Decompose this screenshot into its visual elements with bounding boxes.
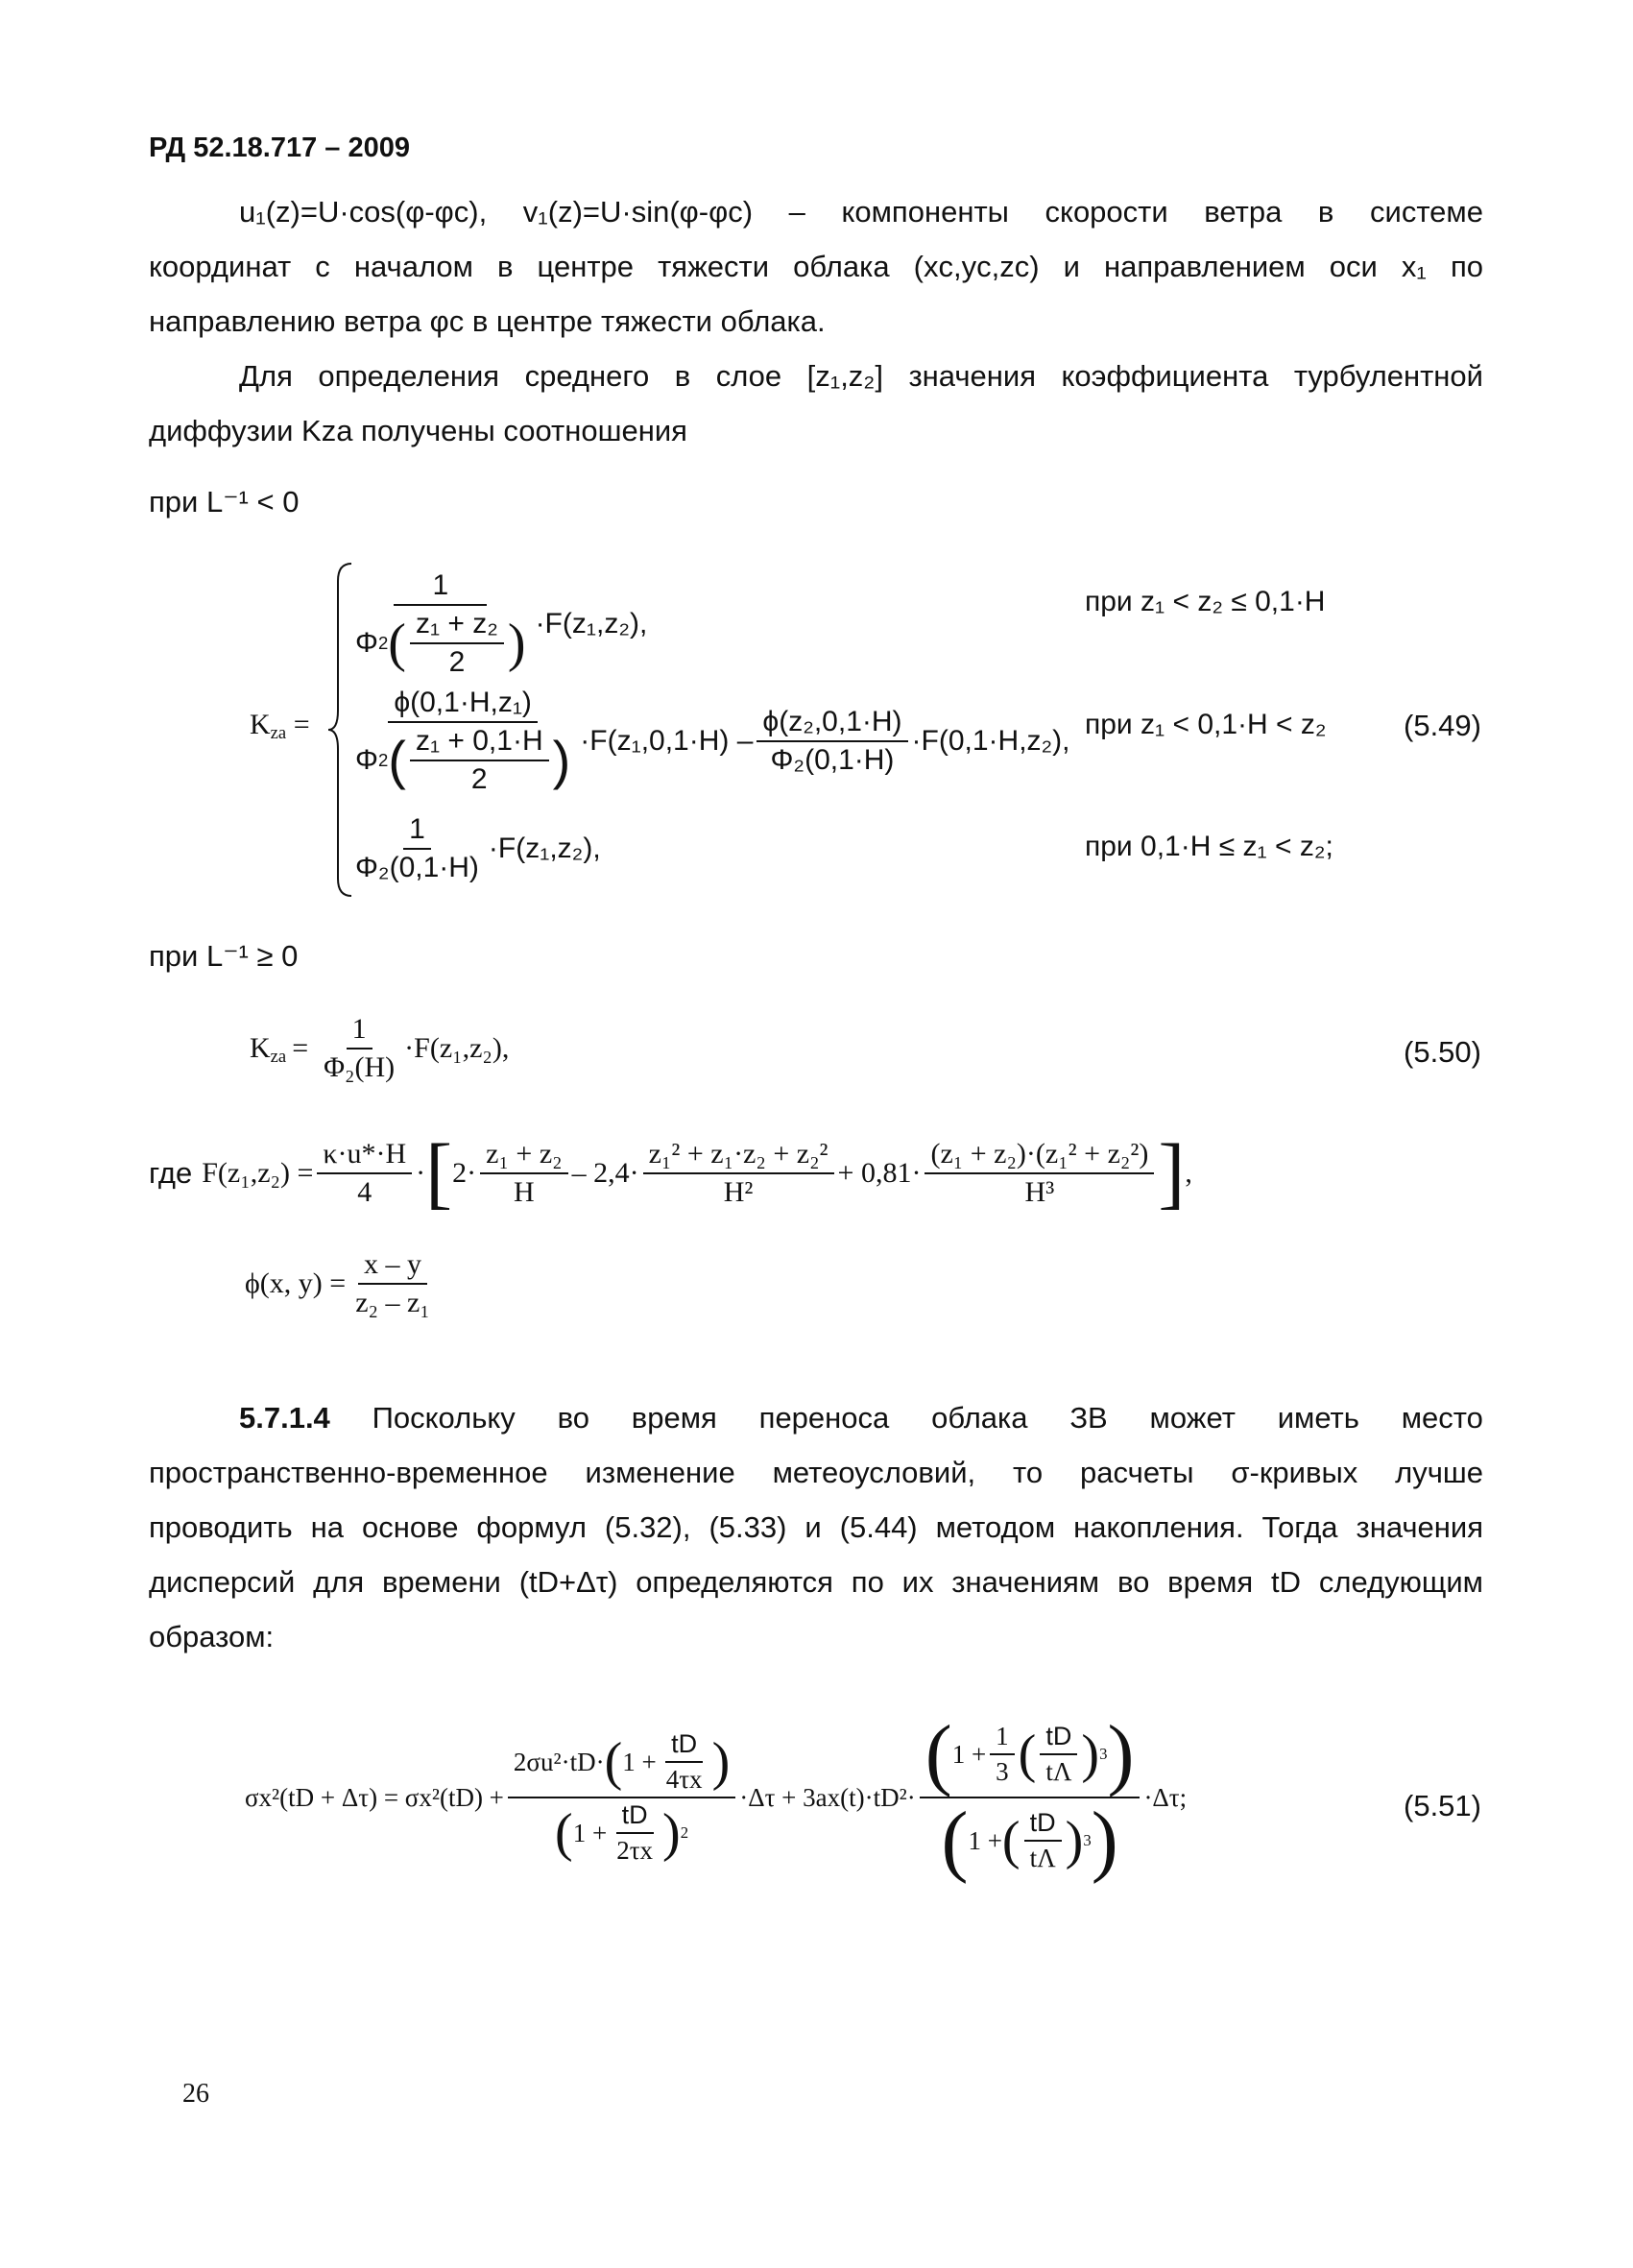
text-line: диффузии Kza получены соотношения <box>149 414 687 447</box>
text-word: системе <box>1370 195 1483 229</box>
kza-symbol: K <box>250 709 271 740</box>
case-1-condition: при z₁ < z₂ ≤ 0,1·H <box>1085 586 1326 617</box>
case-2-condition: при z₁ < 0,1·H < z₂ <box>1085 709 1327 740</box>
paragraph-5-7-1-4: 5.7.1.4 Поскольку во время переноса облака ЗВ может иметь место пространственно-временное изменение метеоусловий, то расчеты σ-кривых лучше проводить на основе формул (5.32), (5.33) и (5.44) методом накопления. Тогда значения дисперсий для времени (tD+Δτ) определяются по их значениям во время tD следующим образом: <box>149 1390 1483 1664</box>
text-line: направлению ветра φc в центре тяжести облака. <box>149 304 826 338</box>
document-code: РД 52.18.717 – 2009 <box>149 133 411 163</box>
equation-number: (5.51) <box>1404 1789 1481 1822</box>
case-3-condition: при 0,1·H ≤ z₁ < z₂; <box>1085 831 1333 862</box>
text-word: ветра <box>1204 195 1283 229</box>
equation-5-50: K $_{za}$ = $\frac{1}{\text{Φ₂(H)}}$ ·F(z₁,z₂), <box>250 1013 510 1083</box>
condition-label: при L⁻¹ ≥ 0 <box>149 939 299 973</box>
text-word: в <box>1317 195 1334 229</box>
equation-number: (5.50) <box>1404 1035 1481 1069</box>
page-number: 26 <box>182 2079 209 2109</box>
text-word: скорости <box>1045 195 1168 229</box>
f-definition: где F(z₁,z₂) = $\frac{\kappa\cdot u*\cdot H}{4}$ · [ 2· $\frac{\text{z₁ + z₂}}{H}$ – 2,4· $\frac{\text{z₁² + z₁·z₂ + z₂²}}{\text{H²}}$ + 0,81· $\frac{\text{(z₁ + z₂)·(z₁² + z₂²)}}{\text{H³}}$ ] , <box>149 1128 1192 1218</box>
where-label: где <box>149 1156 193 1190</box>
text-line: u₁(z)=U·cos(φ-φc), v₁(z)=U·sin(φ-φc) – компоненты <box>239 195 1009 229</box>
fraction-numerator: 1 <box>394 569 487 606</box>
case-3: $\frac{1}{\text{Φ₂(0,1·H)}}$ ·F(z₁,z₂), <box>355 813 601 883</box>
phi-symbol: Φ <box>355 627 378 659</box>
kza-subscript: za <box>270 723 287 743</box>
section-number: 5.7.1.4 <box>239 1401 330 1435</box>
text-line: дисперсий для времени (tD+Δτ) определяются по их значениям во время tD следующим <box>149 1565 1483 1599</box>
equation-5-51: σx²(tD + Δτ) = σx²(tD) + 2σu²·tD· ( 1 + $\frac{tD}{4\tau x}$ ) ( 1 + $\frac{tD}{2\tau x}$ ) 2 ·Δτ + 3ax(t)·tD²· ( 1 + $\frac{1}{3}$ ( $\frac{tD}{t\Lambda}$ ) 3 ) ( 1 + ( $\frac{tD}{t\Lambda}$ ) 3 ) ·Δτ; <box>245 1709 1188 1885</box>
text-line: пространственно-временное изменение метеоусловий, то расчеты σ-кривых лучше <box>149 1456 1483 1489</box>
equation-number: (5.49) <box>1404 709 1481 742</box>
case-tail: ·F(z₁,z₂), <box>535 608 648 639</box>
text-line: проводить на основе формул (5.32), (5.33) и (5.44) методом накопления. Тогда значения <box>149 1510 1483 1544</box>
case-2: ϕ(0,1·H,z₁) Φ 2 ( $\frac{\text{z₁ + 0,1·H}}{2}$ ) ·F(z₁,0,1·H) – $\frac{\text{ϕ(z₂,0,1·H)}}{\text{Φ₂(0,1·H)}}$ ·F(0,1·H,z₂), <box>355 687 1070 795</box>
paragraph-wind-components <box>149 184 1483 349</box>
equation-5-49: K $_{za}$ = 1 Φ 2 ( $\frac{\text{z₁ + z₂}}{2}$ ) ·F(z₁,z₂), при z₁ < z₂ ≤ 0,1·H ϕ(0,1·H,z₁) Φ 2 ( $\frac{\text{z₁ + 0,1·H}}{2}$ ) ·F(z₁,0,1·H) – $\frac{\text{ϕ(z₂,0,1·H)}}{\text{Φ₂(0,1·H)}}$ ·F(0,1·H,z₂), при z₁ < 0,1·H < z₂ $\frac{1}{\text{Φ₂(0,1·H)}}$ ·F(z₁,z₂), при 0,1·H ≤ z₁ < z₂; <box>250 562 1354 903</box>
text-line: координат с началом в центре тяжести облака (xc,yc,zc) и направлением оси x₁ по <box>149 250 1483 283</box>
paragraph-kza-intro <box>149 349 1483 458</box>
condition-label: при L⁻¹ < 0 <box>149 485 300 519</box>
text-line: образом: <box>149 1620 275 1653</box>
phi-definition: ϕ(x, y) = $\frac{x - y}{\text{z₂ – z₁}}$ <box>245 1248 430 1318</box>
text-line: Для определения среднего в слое [z₁,z₂] значения коэффициента турбулентной <box>239 359 1483 393</box>
case-1: 1 Φ 2 ( $\frac{\text{z₁ + z₂}}{2}$ ) ·F(z₁,z₂), <box>355 569 648 678</box>
